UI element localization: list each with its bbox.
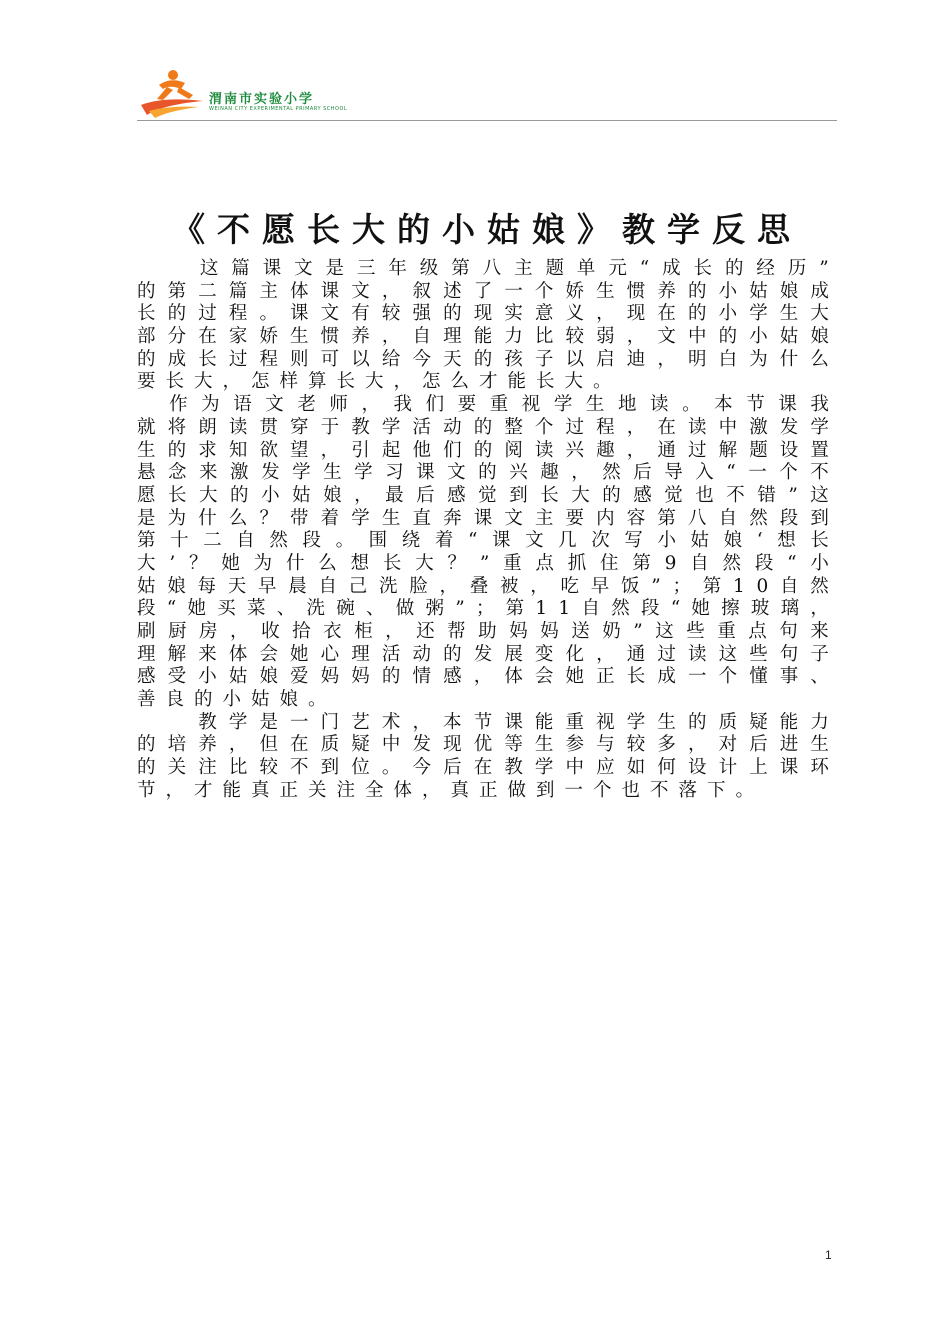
text-line: 感 受 小 姑 娘 爱 妈 妈 的 情 感 ， 体 会 她 正 长 成 一 个 懂 事 、 — [137, 666, 829, 688]
text-line: 刷 厨 房 ， 收 拾 衣 柜 ， 还 帮 助 妈 妈 送 奶 ” 这 些 重 点 句 来 — [137, 621, 829, 642]
page-number: 1 — [825, 1248, 832, 1262]
text-line: 理 解 来 体 会 她 心 理 活 动 的 发 展 变 化 ， 通 过 读 这 些 句 子 — [137, 643, 829, 665]
text-line: 第 十 二 自 然 段 。 围 绕 着 “ 课 文 几 次 写 小 姑 娘 ‘ 想 长 — [137, 530, 829, 552]
text-line: 是 为 什 么 ？ 带 着 学 生 直 奔 课 文 主 要 内 容 第 八 自 然 段 到 — [137, 507, 829, 529]
text-line: 的 关 注 比 较 不 到 位 。 今 后 在 教 学 中 应 如 何 设 计 上 课 环 — [137, 757, 829, 779]
school-name: 渭南市实验小学 — [209, 92, 315, 107]
text-line: 愿 长 大 的 小 姑 娘 ， 最 后 感 觉 到 长 大 的 感 觉 也 不 错 ” 这 — [137, 484, 829, 506]
text-line: 部 分 在 家 娇 生 惯 养 ， 自 理 能 力 比 较 弱 ， 文 中 的 小 姑 娘 — [137, 326, 829, 348]
header-divider — [137, 120, 837, 121]
text-line: 作 为 语 文 老 师 ， 我 们 要 重 视 学 生 地 读 。 本 节 课 我 — [169, 394, 829, 416]
page-header — [137, 60, 837, 120]
text-line: 悬 念 来 激 发 学 生 学 习 课 文 的 兴 趣 ， 然 后 导 入 “ 一 个 不 — [137, 462, 829, 484]
text-line: 就 将 朗 读 贯 穿 于 教 学 活 动 的 整 个 过 程 ， 在 读 中 激 发 学 — [137, 416, 829, 438]
text-line: 教 学 是 一 门 艺 术 ， 本 节 课 能 重 视 学 生 的 质 疑 能 力 — [198, 711, 829, 733]
text-line: 节，才能真正关注全体，真正做到一个也不落下。 — [137, 779, 765, 801]
text-line: 善良的小姑娘。 — [137, 689, 337, 711]
text-line: 长 的 过 程 。 课 文 有 较 强 的 现 实 意 义 ， 现 在 的 小 学 生 大 — [137, 303, 829, 325]
text-line: 大 ’ ？ 她 为 什 么 想 长 大 ？ ” 重 点 抓 住 第 9 自 然 段 “ 小 — [137, 552, 829, 574]
document-title: 《不愿长大的小姑娘》教学反思 — [172, 210, 802, 249]
school-runner-logo-icon — [137, 65, 207, 119]
text-line: 要长大，怎样算长大，怎么才能长大。 — [137, 371, 622, 393]
text-line: 姑 娘 每 天 早 晨 自 己 洗 脸 ， 叠 被 ， 吃 早 饭 ” ； 第 1 0 自 然 — [137, 575, 829, 597]
text-line: 的 成 长 过 程 则 可 以 给 今 天 的 孩 子 以 启 迪 ， 明 白 为 什 么 — [137, 348, 829, 370]
text-line: 的 第 二 篇 主 体 课 文 ， 叙 述 了 一 个 娇 生 惯 养 的 小 姑 娘 成 — [137, 280, 829, 302]
text-line: 段 “ 她 买 菜 、 洗 碗 、 做 粥 ” ； 第 1 1 自 然 段 “ 她 擦 玻 璃 ， — [137, 598, 829, 620]
text-line: 这 篇 课 文 是 三 年 级 第 八 主 题 单 元 “ 成 长 的 经 历 ” — [199, 258, 829, 279]
text-line: 生 的 求 知 欲 望 ， 引 起 他 们 的 阅 读 兴 趣 ， 通 过 解 题 设 置 — [137, 439, 829, 461]
document-body — [137, 258, 829, 803]
school-name-english: WEINAN CITY EXPERIMENTAL PRIMARY SCHOOL — [209, 106, 348, 112]
text-line: 的 培 养 ， 但 在 质 疑 中 发 现 优 等 生 参 与 较 多 ， 对 后 进 生 — [137, 734, 829, 756]
